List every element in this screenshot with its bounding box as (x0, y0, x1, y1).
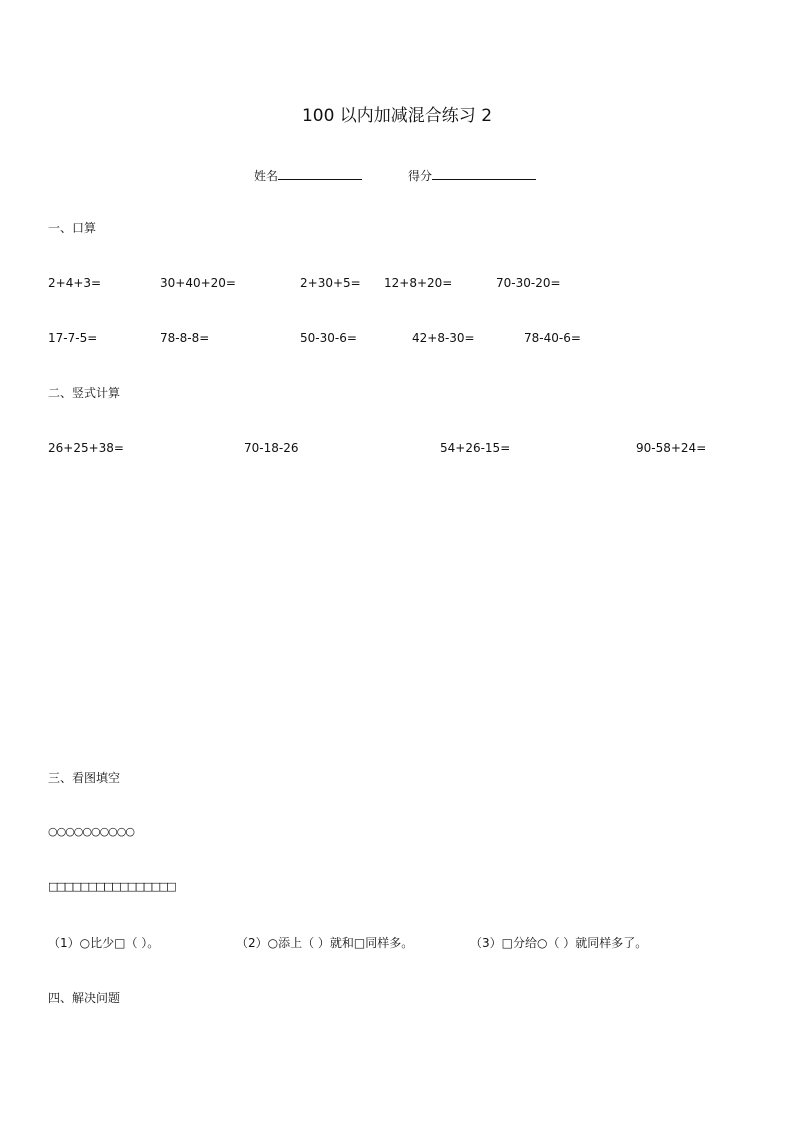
name-blank[interactable] (278, 167, 362, 180)
name-label: 姓名 (254, 169, 279, 183)
s2-item-4: 90-58+24= (636, 441, 707, 455)
score-field (408, 167, 536, 182)
score-label: 得分 (408, 169, 433, 183)
section-1-heading: 一、口算 (48, 221, 97, 235)
page-title: 100 以内加减混合练习 2 (301, 106, 493, 126)
s1-row2-item-3: 50-30-6= (300, 331, 357, 345)
question-3: （3）□分给○（ ）就同样多了。 (470, 936, 648, 950)
s2-item-1: 26+25+38= (48, 441, 124, 455)
section-3-heading: 三、看图填空 (48, 771, 121, 785)
s1-row1-item-4: 12+8+20= (384, 276, 453, 290)
s1-row2-item-4: 42+8-30= (412, 331, 475, 345)
s1-row1-item-5: 70-30-20= (496, 276, 561, 290)
s2-item-3: 54+26-15= (440, 441, 511, 455)
question-2: （2）○添上（ ）就和□同样多。 (236, 936, 414, 950)
s1-row1-item-1: 2+4+3= (48, 276, 102, 290)
squares-row: □□□□□□□□□□□□□□□□ (48, 880, 175, 893)
circles-row: ○○○○○○○○○○ (48, 825, 134, 838)
s1-row1-item-2: 30+40+20= (160, 276, 236, 290)
section-4-heading: 四、解决问题 (48, 991, 121, 1005)
s1-row1-item-3: 2+30+5= (300, 276, 361, 290)
s1-row2-item-1: 17-7-5= (48, 331, 98, 345)
s1-row2-item-5: 78-40-6= (524, 331, 581, 345)
question-1: （1）○比少□（ ）。 (48, 936, 160, 950)
s1-row2-item-2: 78-8-8= (160, 331, 210, 345)
s2-item-2: 70-18-26 (244, 441, 299, 455)
section-2-heading: 二、竖式计算 (48, 386, 121, 400)
score-blank[interactable] (432, 167, 536, 180)
name-field (254, 167, 362, 182)
